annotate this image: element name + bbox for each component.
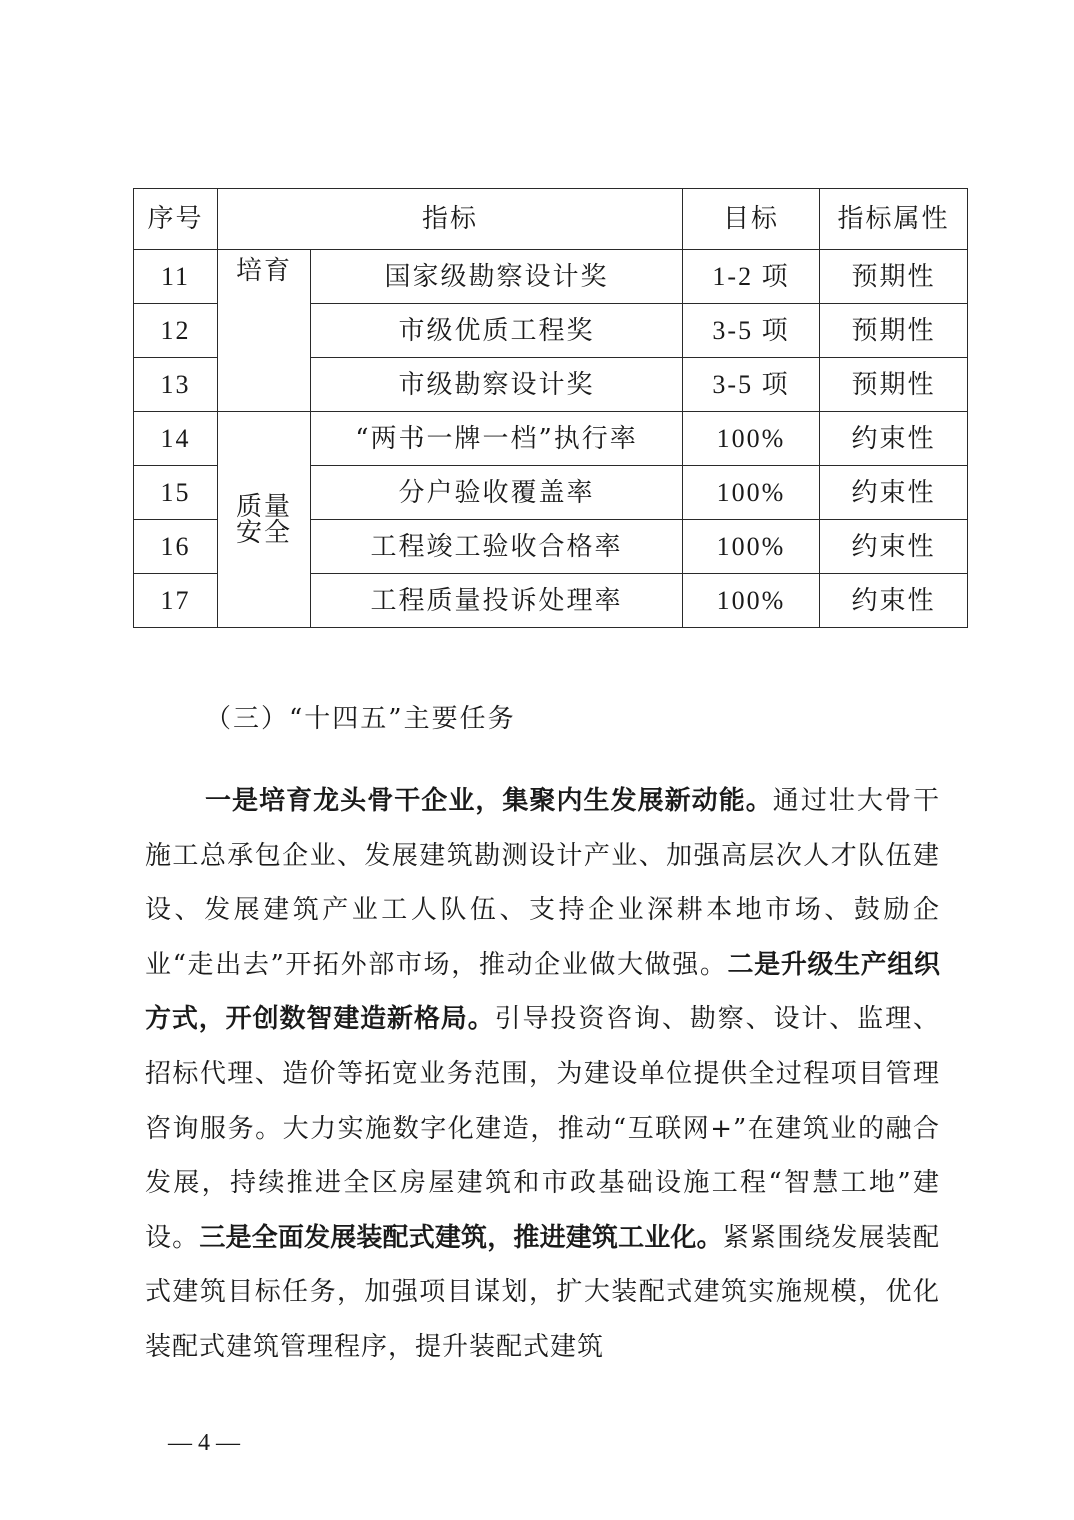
row-seq: 16 xyxy=(134,520,218,574)
table-header-row xyxy=(134,189,968,250)
row-indicator: 市级勘察设计奖 xyxy=(311,358,683,412)
row-target: 100% xyxy=(683,574,820,628)
section-heading: （三）“十四五”主要任务 xyxy=(205,704,516,734)
body-paragraph xyxy=(145,774,940,1375)
row-seq: 13 xyxy=(134,358,218,412)
row-target: 100% xyxy=(683,412,820,466)
category-quality-safety xyxy=(218,412,311,628)
row-target: 3-5 项 xyxy=(683,304,820,358)
row-seq: 15 xyxy=(134,466,218,520)
row-target: 100% xyxy=(683,466,820,520)
category-line: 安全 xyxy=(235,517,292,548)
category-cultivate: 培育 xyxy=(218,250,311,412)
lead-sentence: 一是培育龙头骨干企业，集聚内生发展新动能。 xyxy=(205,786,773,816)
row-indicator: 分户验收覆盖率 xyxy=(311,466,683,520)
row-attribute: 预期性 xyxy=(820,250,968,304)
body-text: 紧紧围绕发展装配式建筑目标任务，加强项目谋划，扩大装配式建筑实施规模，优化装配式建筑管理程序，提升装配式建筑 xyxy=(145,1222,940,1362)
row-indicator: 工程竣工验收合格率 xyxy=(311,520,683,574)
row-target: 1-2 项 xyxy=(683,250,820,304)
page-number: — 4 — xyxy=(168,1430,240,1456)
body-text: 引导投资咨询、勘察、设计、监理、招标代理、造价等拓宽业务范围，为建设单位提供全过程项目管理咨询服务。大力实施数字化建造，推动“互联网+”在建筑业的融合发展，持续推进全区房屋建筑和市政基础设施工程“智慧工地”建设。 xyxy=(145,1004,940,1253)
row-attribute: 约束性 xyxy=(820,520,968,574)
row-attribute: 约束性 xyxy=(820,574,968,628)
header-indicator: 指标 xyxy=(218,189,683,250)
lead-sentence: 二是升级生产组织方式，开创数智建造新格局。 xyxy=(145,949,940,1035)
row-seq: 17 xyxy=(134,574,218,628)
row-indicator: 市级优质工程奖 xyxy=(311,304,683,358)
row-target: 3-5 项 xyxy=(683,358,820,412)
header-seq: 序号 xyxy=(134,189,218,250)
row-attribute: 预期性 xyxy=(820,358,968,412)
header-target: 目标 xyxy=(683,189,820,250)
table-row xyxy=(134,250,968,304)
row-seq: 11 xyxy=(134,250,218,304)
row-attribute: 约束性 xyxy=(820,412,968,466)
row-indicator: 国家级勘察设计奖 xyxy=(311,250,683,304)
lead-sentence: 三是全面发展装配式建筑，推进建筑工业化。 xyxy=(199,1222,723,1253)
row-indicator: “两书一牌一档”执行率 xyxy=(311,412,683,466)
category-line: 质量 xyxy=(235,491,292,522)
row-seq: 14 xyxy=(134,412,218,466)
table-row xyxy=(134,412,968,466)
row-indicator: 工程质量投诉处理率 xyxy=(311,574,683,628)
indicator-table xyxy=(133,188,968,628)
body-text: 通过壮大骨干施工总承包企业、发展建筑勘测设计产业、加强高层次人才队伍建设、发展建筑产业工人队伍、支持企业深耕本地市场、鼓励企业“走出去”开拓外部市场，推动企业做大做强。 xyxy=(145,786,940,980)
row-target: 100% xyxy=(683,520,820,574)
row-seq: 12 xyxy=(134,304,218,358)
header-attribute: 指标属性 xyxy=(820,189,968,250)
row-attribute: 预期性 xyxy=(820,304,968,358)
row-attribute: 约束性 xyxy=(820,466,968,520)
